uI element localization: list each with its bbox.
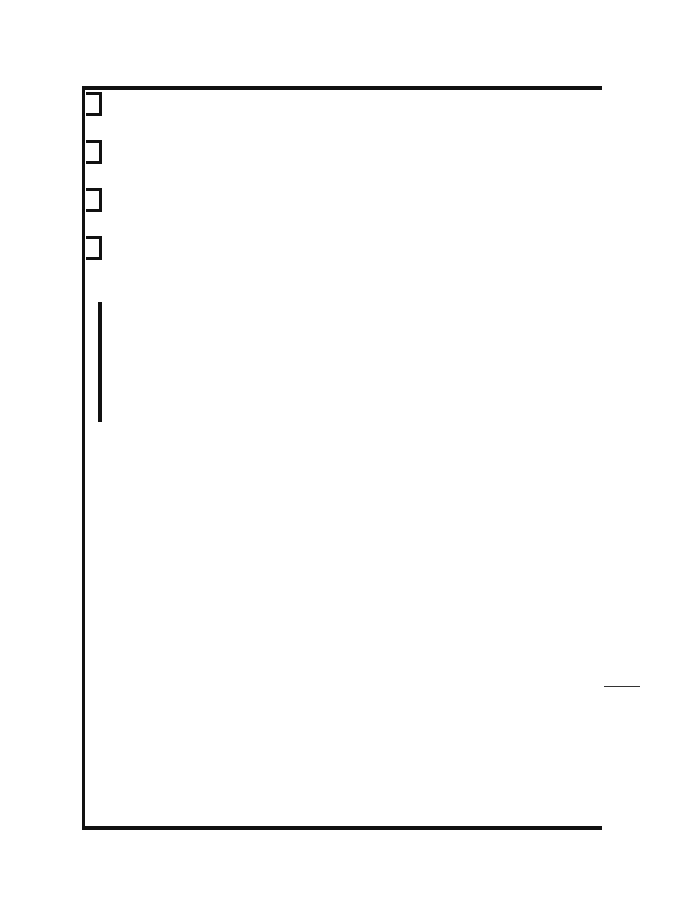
page-frame [82,86,602,830]
gutter-mark [86,302,102,422]
gutter-mark [86,236,102,260]
page-number-rule [604,686,640,687]
binding-gutter [86,92,104,392]
gutter-mark [86,188,102,212]
gutter-mark [86,140,102,164]
gutter-mark [86,92,102,116]
